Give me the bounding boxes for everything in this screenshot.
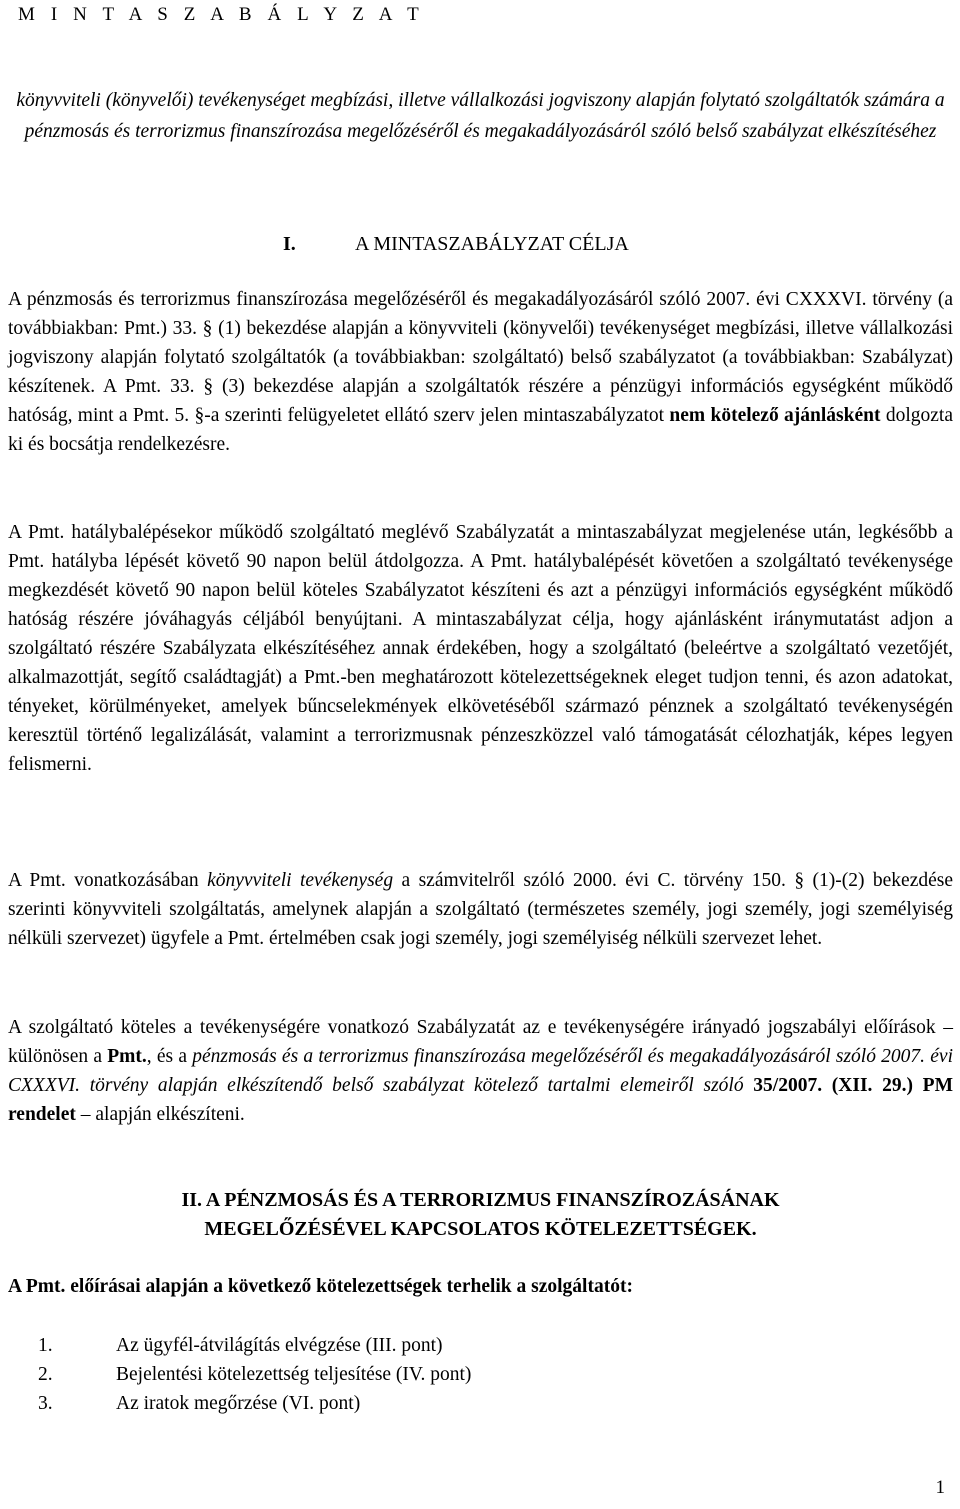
section-one-number: I. [283, 233, 296, 255]
paragraph-requirements-start: A szolgáltató köteles a tevékenységére vonatkozó Szabályzatát az e tevékenységére irányadó jogszabályi előírások – különösen a [8, 1017, 953, 1067]
list-item-text: Az ügyfél-átvilágítás elvégzése (III. pont) [116, 1335, 443, 1356]
list-item-number: 1. [38, 1335, 53, 1356]
paragraph-requirements-pmt: Pmt. [107, 1046, 147, 1067]
paragraph-requirements-mid: , és a [146, 1046, 193, 1067]
paragraph-requirements-end: – alapján elkészíteni. [75, 1104, 245, 1125]
paragraph-purpose-text: A pénzmosás és terrorizmus finanszírozása megelőzéséről és megakadályozásáról szóló 2007. évi CXXXVI. törvény (a továbbiakban: Pmt.) 33. § (1) bekezdése alapján a könyvviteli (könyvelői) tevékenységet megbízási, illetve vállalkozási jogviszony alapján folytató szolgáltatók (a továbbiakban: szolgáltató) belső szabályzatot (a továbbiakban: Szabályzat) készítenek. A Pmt. 33. § (3) bekezdése alapján a szolgáltatók részére a pénzügyi információs egységként működő hatóság, mint a Pmt. 5. §-a szerinti felügyeletet ellátó szerv jelen mintaszabályzatot [8, 289, 953, 426]
paragraph-purpose-end: dolgozta ki és bocsátja rendelkezésre. [8, 405, 953, 455]
list-item [38, 1389, 471, 1418]
paragraph-definition [8, 866, 953, 953]
obligations-list [38, 1331, 471, 1418]
section-two-heading [8, 1186, 953, 1244]
section-one-heading [283, 229, 629, 259]
paragraph-definition-italic: könyvviteli tevékenység [207, 870, 394, 891]
list-item [38, 1331, 471, 1360]
document-subtitle: könyvviteli (könyvelői) tevékenységet megbízási, illetve vállalkozási jogviszony alapján folytató szolgáltatók számára a pénzmosás és terrorizmus finanszírozása megelőzéséről és megakadályozásáról szóló belső szabályzat elkészítéséhez [16, 90, 945, 142]
list-item-text: Az iratok megőrzése (VI. pont) [116, 1393, 361, 1414]
page-number: 1 [935, 1477, 945, 1498]
paragraph-definition-end: a számvitelről szóló 2000. évi C. törvény 150. § (1)-(2) bekezdése szerinti könyvviteli szolgáltatás, amelynek alapján a szolgáltató (természetes személy, jogi személy, jogi személyiség nélküli szervezet) ügyfele a Pmt. értelmében csak jogi személy, jogi személyiség nélküli szervezet lehet. [8, 870, 954, 949]
document-page [8, 0, 953, 1509]
section-one-title: A MINTASZABÁLYZAT CÉLJA [355, 233, 629, 255]
section-two-line1: II. A PÉNZMOSÁS ÉS A TERRORIZMUS FINANSZÍROZÁSÁNAK [181, 1189, 780, 1211]
obligations-intro: A Pmt. előírásai alapján a következő kötelezettségek terhelik a szolgáltatót: [8, 1276, 633, 1297]
list-item [38, 1360, 471, 1389]
paragraph-requirements-italic: pénzmosás és a terrorizmus finanszírozása megelőzéséről és megakadályozásáról szóló 2007. évi CXXXVI. törvény alapján elkészítendő belső szabályzat kötelező tartalmi elemeiről szóló [8, 1046, 953, 1096]
list-item-number: 3. [38, 1393, 53, 1414]
paragraph-requirements [8, 1013, 953, 1129]
section-two-line2: MEGELŐZÉSÉVEL KAPCSOLATOS KÖTELEZETTSÉGEK. [204, 1218, 757, 1240]
paragraph-purpose-bold: nem kötelező ajánlásként [669, 405, 881, 426]
paragraph-purpose [8, 285, 953, 459]
paragraph-deadlines: A Pmt. hatálybalépésekor működő szolgáltató meglévő Szabályzatát a mintaszabályzat megjelenése után, legkésőbb a Pmt. hatályba lépését követő 90 napon belül átdolgozza. A Pmt. hatálybalépését követően a szolgáltató tevékenysége megkezdését követő 90 napon belül köteles Szabályzatot készíteni és azt a pénzügyi információs egységként működő hatóság részére jóváhagyás céljából benyújtani. A mintaszabályzat célja, hogy ajánlásként iránymutatást adjon a szolgáltató részére Szabályzata elkészítéséhez annak érdekében, hogy a szolgáltató (beleértve a szolgáltató vezetőjét, alkalmazottját, segítő családtagját) a Pmt.-ben meghatározott kötelezettségeknek eleget tudjon tenni, és azon adatokat, tényeket, körülményeket, amelyek bűncselekmények elkövetéséből származó pénznek a szolgáltató tevékenységén keresztül történő legalizálását, valamint a terrorizmusnak pénzeszközzel való támogatását célozhatják, képes legyen felismerni. [8, 522, 953, 775]
paragraph-definition-start: A Pmt. vonatkozásában [8, 870, 208, 891]
document-title: M I N T A S Z A B Á L Y Z A T [18, 4, 425, 25]
list-item-number: 2. [38, 1364, 53, 1385]
paragraph-requirements-decree: 35/2007. (XII. 29.) PM rendelet [8, 1075, 953, 1125]
list-item-text: Bejelentési kötelezettség teljesítése (IV. pont) [116, 1364, 472, 1385]
